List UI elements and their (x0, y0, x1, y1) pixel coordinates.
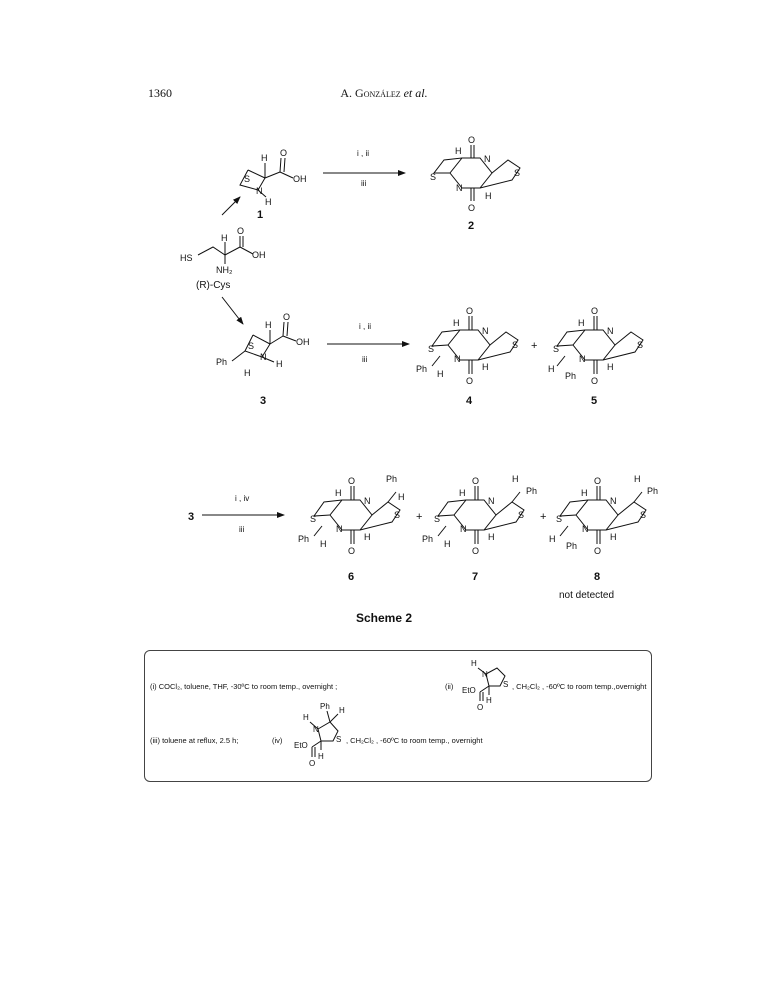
atom-h: H (339, 706, 345, 715)
atom-s: S (248, 341, 255, 351)
atom-oh: OH (293, 174, 307, 184)
atom-o: O (468, 135, 476, 145)
compound-4-structure (416, 306, 518, 386)
atom-h: H (610, 532, 617, 542)
arrow-2-top-label: i , ii (359, 322, 371, 331)
arrow-1-top-label: i , ii (357, 149, 369, 158)
atom-h: H (453, 318, 460, 328)
atom-n: N (454, 354, 461, 364)
atom-o: O (468, 203, 476, 213)
compound-label-8: 8 (594, 571, 601, 583)
atom-o: O (348, 546, 356, 556)
atom-s: S (503, 680, 509, 689)
atom-s: S (434, 514, 441, 524)
running-head-etal: et al. (403, 86, 428, 100)
atom-ph: Ph (298, 534, 310, 544)
arrow-1-bottom-label: iii (361, 179, 367, 188)
atom-ph: Ph (526, 486, 538, 496)
atom-n: N (456, 183, 463, 193)
compound-6-structure (298, 474, 405, 556)
atom-s: S (556, 514, 563, 524)
atom-o: O (472, 546, 480, 556)
atom-s: S (514, 168, 521, 178)
atom-n: N (256, 186, 263, 196)
atom-h: H (549, 534, 556, 544)
atom-s: S (553, 344, 560, 354)
atom-s: S (430, 172, 437, 182)
atom-h: H (437, 369, 444, 379)
atom-h: H (320, 539, 327, 549)
scheme-caption: Scheme 2 (355, 611, 413, 625)
plus-sign: + (416, 511, 423, 523)
arrow-3-bottom-label: iii (239, 525, 245, 534)
compound-1-structure (240, 148, 307, 207)
start-compound-3: 3 (188, 511, 195, 523)
atom-h: H (488, 532, 495, 542)
compound-7-structure (422, 474, 537, 556)
atom-h: H (485, 191, 492, 201)
compound-3-structure (216, 312, 310, 378)
atom-n: N (482, 326, 489, 336)
compound-label-6: 6 (348, 571, 355, 583)
plus-sign: + (540, 511, 547, 523)
atom-n: N (336, 524, 343, 534)
atom-o: O (237, 226, 245, 236)
atom-h: H (512, 474, 519, 484)
atom-ph: Ph (216, 357, 228, 367)
atom-o: O (283, 312, 291, 322)
atom-s: S (336, 735, 342, 744)
atom-h: H (482, 362, 489, 372)
condition-ii-tail: , CH₂Cl₂ , -60ºC to room temp.,overnight (512, 682, 647, 691)
atom-n: N (364, 496, 371, 506)
condition-iv-label: (iv) (272, 736, 283, 745)
atom-h: H (455, 146, 462, 156)
atom-ph: Ph (416, 364, 428, 374)
arrow-to-1 (222, 197, 240, 215)
atom-oh: OH (252, 250, 266, 260)
atom-o: O (594, 476, 602, 486)
atom-o: O (309, 759, 316, 768)
atom-h: H (318, 752, 324, 761)
atom-h: H (398, 492, 405, 502)
atom-s: S (244, 174, 251, 184)
atom-h: H (244, 368, 251, 378)
arrow-to-3 (222, 297, 243, 324)
atom-h: H (364, 532, 371, 542)
atom-h: H (276, 359, 283, 369)
atom-n: N (313, 725, 319, 734)
atom-ph: Ph (647, 486, 659, 496)
atom-h: H (471, 659, 477, 668)
compound-2-structure (430, 135, 520, 213)
atom-o: O (472, 476, 480, 486)
atom-ph: Ph (565, 371, 577, 381)
atom-n: N (579, 354, 586, 364)
running-head-authors: A. González (340, 86, 401, 100)
atom-s: S (637, 340, 644, 350)
atom-o: O (477, 703, 484, 712)
atom-h: H (459, 488, 466, 498)
atom-h: H (303, 713, 309, 722)
atom-n: N (610, 496, 617, 506)
compound-label-7: 7 (472, 571, 479, 583)
atom-eto: EtO (294, 741, 308, 750)
atom-o: O (591, 306, 599, 316)
atom-n: N (488, 496, 495, 506)
atom-ph: Ph (422, 534, 434, 544)
atom-h: H (581, 488, 588, 498)
condition-iii: (iii) toluene at reflux, 2.5 h; (150, 736, 239, 745)
atom-s: S (640, 510, 647, 520)
atom-h: H (607, 362, 614, 372)
atom-oh: OH (296, 337, 310, 347)
compound-5-structure (548, 306, 643, 386)
compound-label-1: 1 (257, 209, 264, 221)
arrow-3-top-label: i , iv (235, 494, 250, 503)
atom-h: H (221, 233, 228, 243)
atom-s: S (310, 514, 317, 524)
atom-h: H (265, 197, 272, 207)
atom-h: H (335, 488, 342, 498)
atom-eto: EtO (462, 686, 476, 695)
atom-h: H (261, 153, 268, 163)
atom-n: N (482, 670, 488, 679)
atom-o: O (594, 546, 602, 556)
compound-label-4: 4 (466, 395, 473, 407)
atom-n: N (484, 154, 491, 164)
compound-label-5: 5 (591, 395, 598, 407)
atom-ph: Ph (566, 541, 578, 551)
atom-s: S (512, 340, 519, 350)
atom-h: H (265, 320, 272, 330)
plus-sign: + (531, 340, 538, 352)
atom-h: H (548, 364, 555, 374)
atom-o: O (466, 306, 474, 316)
atom-s: S (428, 344, 435, 354)
compound-label-cys: (R)-Cys (196, 280, 231, 291)
condition-ii-label: (ii) (445, 682, 454, 691)
atom-h: H (444, 539, 451, 549)
conditions-box (144, 650, 652, 782)
atom-nh2: NH₂ (216, 265, 233, 275)
atom-h: H (486, 696, 492, 705)
atom-o: O (591, 376, 599, 386)
compound-label-3: 3 (260, 395, 267, 407)
atom-hs: HS (180, 253, 193, 263)
page-number: 1360 (148, 86, 172, 100)
cysteine-structure (180, 226, 266, 275)
condition-iv-tail: , CH₂Cl₂ , -60ºC to room temp., overnight (346, 736, 483, 745)
not-detected-note: not detected (559, 590, 615, 601)
atom-h: H (578, 318, 585, 328)
atom-o: O (280, 148, 288, 158)
atom-ph: Ph (320, 702, 330, 711)
condition-i: (i) COCl₂, toluene, THF, -30ºC to room temp., overnight ; (150, 682, 338, 691)
atom-s: S (394, 510, 401, 520)
atom-n: N (607, 326, 614, 336)
compound-label-2: 2 (468, 220, 475, 232)
atom-s: S (518, 510, 525, 520)
atom-n: N (260, 352, 267, 362)
atom-ph: Ph (386, 474, 398, 484)
atom-h: H (634, 474, 641, 484)
atom-n: N (460, 524, 467, 534)
atom-o: O (466, 376, 474, 386)
arrow-2-bottom-label: iii (362, 355, 368, 364)
compound-8-structure (549, 474, 658, 556)
atom-o: O (348, 476, 356, 486)
atom-n: N (582, 524, 589, 534)
